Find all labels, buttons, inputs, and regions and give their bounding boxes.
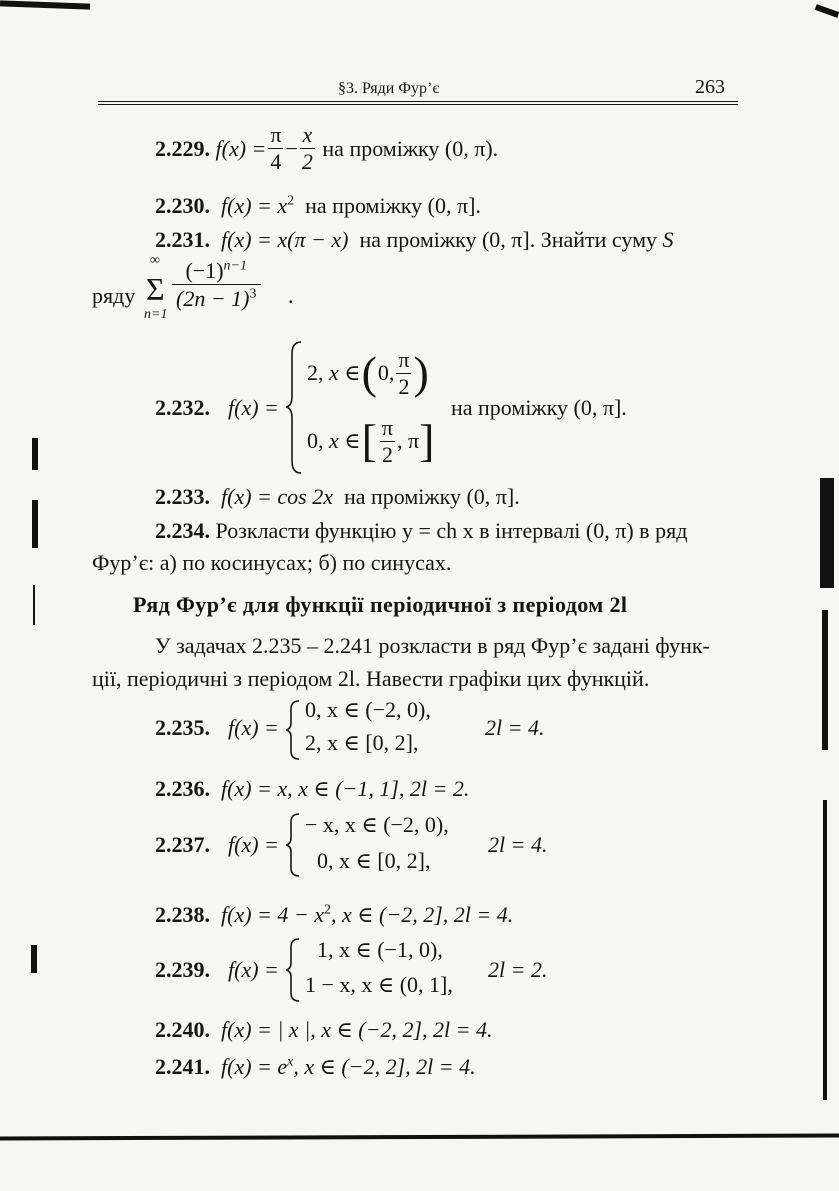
problem-2233: [155, 484, 520, 510]
function-lhs: f(x) =: [228, 395, 279, 420]
period: 2l = 2.: [488, 957, 548, 982]
problem-2236: [155, 776, 469, 802]
problem-2234: [155, 518, 687, 544]
open-bracket: [: [361, 415, 377, 466]
interval-start: 0,: [377, 360, 395, 385]
interval-end: , π: [397, 428, 420, 453]
section-heading: Ряд Фур’є для функції періодичної з періодом 2l: [133, 592, 628, 617]
domain-and-period: , x ∈ (−2, 2], 2l = 4.: [331, 902, 514, 927]
case-row-1: 1, x ∈ (−1, 0),: [317, 937, 443, 962]
left-brace-icon: [285, 812, 303, 878]
problem-number: 2.241.: [155, 1054, 210, 1079]
scan-mark-bottom: [0, 1134, 839, 1141]
case-row-1: [307, 344, 429, 402]
fraction-numerator: π: [381, 414, 393, 440]
fraction-numerator: π: [270, 122, 282, 147]
open-paren: (: [361, 347, 377, 398]
series-denominator: $(2n - 1)^3$: [172, 284, 261, 310]
series-term-fraction: [172, 259, 261, 310]
fraction-pi-over-2: [396, 346, 411, 399]
intro-line-1: У задачах 2.235 – 2.241 розкласти в ряд Фур’є задані функ-: [155, 633, 710, 658]
scan-mark-right-1: [820, 478, 834, 588]
series-numerator: $(-1)^{n-1}$: [185, 258, 247, 283]
function-lhs: f(x) =: [228, 715, 279, 740]
case-row-2: 1 − x, x ∈ (0, 1],: [305, 972, 453, 997]
function-expression: f(x) = x: [221, 193, 288, 218]
scan-mark-left-1: [32, 438, 38, 470]
case-row-2: 2, x ∈ [0, 2],: [305, 730, 419, 755]
case-value: 2,: [307, 360, 324, 385]
case-value: 0,: [307, 428, 324, 453]
problem-number: 2.235.: [155, 715, 210, 740]
fraction-x-over-2: [300, 124, 315, 173]
function-expression: f(x) = x, x ∈ (−1, 1], 2l = 2.: [221, 776, 470, 801]
intro-line-2: ції, періодичні з періодом 2l. Навести графіки цих функцій.: [92, 666, 650, 691]
case-row-2: 0, x ∈ [0, 2],: [317, 848, 431, 873]
problem-2235: [155, 697, 675, 761]
scan-mark-top-left: [0, 0, 90, 9]
case-row-1: − x, x ∈ (−2, 0),: [305, 812, 449, 837]
scan-mark-right-2: [822, 610, 828, 750]
fraction-denominator: 2: [381, 441, 393, 467]
problem-number: 2.238.: [155, 902, 210, 927]
function-lhs: f(x) =: [215, 135, 267, 161]
function-expression: f(x) = | x |, x ∈ (−2, 2], 2l = 4.: [221, 1017, 493, 1042]
problem-number: 2.230.: [155, 193, 210, 218]
problem-2238: [155, 902, 513, 928]
problem-number: 2.233.: [155, 484, 210, 509]
scan-mark-top-right: [815, 4, 839, 18]
problem-number: 2.229.: [155, 135, 210, 161]
problem-2231: [155, 227, 674, 253]
membership: x ∈: [329, 360, 361, 385]
problem-2239: [155, 935, 675, 1003]
page-number: 263: [695, 76, 725, 98]
ryadu-word: ряду: [92, 283, 136, 308]
interval-text: на проміжку (0, π].: [305, 193, 481, 218]
series-period: .: [288, 283, 294, 308]
interval-text: на проміжку (0, π].: [343, 484, 520, 509]
exponent: x: [287, 1054, 294, 1070]
problem-2237: [155, 810, 675, 878]
fraction-pi-over-2: [380, 414, 395, 467]
function-lhs: f(x) =: [228, 832, 279, 857]
problem-number: 2.232.: [155, 395, 210, 420]
domain-and-period: , x ∈ (−2, 2], 2l = 4.: [293, 1054, 476, 1079]
header-rule: [98, 101, 738, 102]
fraction-denominator: 2: [398, 373, 410, 399]
case-row-1: 0, x ∈ (−2, 0),: [305, 697, 431, 722]
period: 2l = 4.: [488, 832, 548, 857]
problem-2241: [155, 1054, 476, 1080]
problem-2229: [155, 124, 498, 173]
function-expression: f(x) = cos 2x: [221, 484, 333, 509]
interval-text: на проміжку (0, π).: [322, 135, 499, 161]
problem-number: 2.239.: [155, 957, 210, 982]
exponent: 2: [287, 193, 295, 209]
sigma-icon: Σ: [146, 271, 165, 307]
interval-text: на проміжку (0, π].: [451, 395, 627, 420]
sum-lower-limit: n=1: [144, 307, 168, 322]
sum-symbol-s: S: [662, 227, 674, 252]
function-expression: f(x) = e: [221, 1054, 288, 1079]
exponent: 2: [324, 902, 331, 918]
close-paren: ): [413, 347, 429, 398]
function-expression: f(x) = x(π − x): [221, 227, 349, 252]
problem-2232: [155, 340, 675, 475]
left-brace-icon: [285, 699, 303, 761]
left-brace-icon: [285, 340, 305, 475]
scan-mark-left-4: [31, 945, 37, 973]
minus-sign: −: [285, 135, 298, 161]
problem-number: 2.231.: [155, 227, 210, 252]
sum-upper-limit: ∞: [150, 253, 160, 268]
scan-mark-left-3: [33, 585, 35, 625]
task-text-line-1: Розкласти функцію y = ch x в інтервалі (0, π) в ряд: [215, 518, 688, 543]
problem-number: 2.236.: [155, 776, 210, 801]
header-rule-2: [98, 104, 738, 105]
problem-2230: [155, 193, 481, 219]
left-brace-icon: [285, 937, 303, 1003]
case-row-2: [307, 412, 434, 470]
fraction-denominator: 2: [301, 149, 313, 174]
function-expression: f(x) = 4 − x: [221, 902, 324, 927]
fraction-numerator: x: [302, 122, 313, 147]
membership: x ∈: [329, 428, 361, 453]
fraction-pi-over-4: [268, 124, 283, 173]
scan-mark-right-3: [823, 800, 827, 1100]
problem-2240: [155, 1017, 492, 1043]
period: 2l = 4.: [485, 715, 545, 740]
fraction-numerator: π: [398, 346, 410, 372]
task-text: на проміжку (0, π]. Знайти суму: [359, 227, 658, 252]
problem-number: 2.240.: [155, 1017, 210, 1042]
scan-mark-left-2: [32, 500, 38, 548]
problem-number: 2.237.: [155, 832, 210, 857]
problem-number: 2.234.: [155, 518, 210, 543]
close-bracket: ]: [419, 415, 435, 466]
running-header: §3. Ряди Фур’є: [338, 80, 440, 97]
function-lhs: f(x) =: [228, 957, 279, 982]
fraction-denominator: 4: [270, 149, 282, 174]
problem-2234-line-2: Фур’є: а) по косинусах; б) по синусах.: [92, 550, 452, 575]
